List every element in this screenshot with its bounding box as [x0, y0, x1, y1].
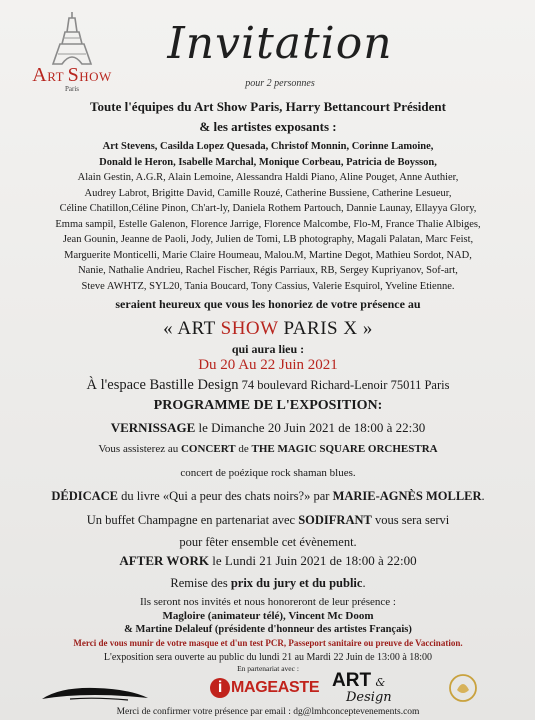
artist-line: Emma sampil, Estelle Galenon, Florence Jarrige, Florence Malcombe, Flo-M, France Thalie Albiges, [55, 218, 481, 230]
artist-list [18, 139, 518, 294]
invite-line: seraient heureux que vous les honoriez de votre présence au [115, 297, 421, 311]
footer-email-link[interactable]: dg@lmhconceptevenements.com [293, 707, 420, 717]
art-design-logo: ART & Design [332, 670, 392, 705]
imageaste-i-icon: i [210, 678, 230, 698]
logo-wordmark: ART SHOW [32, 64, 112, 86]
artist-line: Jean Gounin, Jeanne de Paoli, Jody, Julien de Tomi, LB photography, Magali Palatan, Marc Feist, [62, 234, 474, 245]
logo-city: Paris [65, 85, 79, 93]
artist-line: Alain Gestin, A.G.R, Alain Lemoine, Alessandra Haldi Piano, Aline Pouget, Anne Authier, [77, 172, 459, 183]
partners-label: En partenariat avec : [237, 664, 299, 673]
concert-line: Vous assisterez au CONCERT de THE MAGIC SQUARE ORCHESTRA [98, 443, 438, 455]
dedicace-line: DÉDICACE du livre «Qui a peur des chats noirs?» par MARIE-AGNÈS MOLLER. [51, 489, 485, 503]
programme-heading: PROGRAMME DE L'EXPOSITION: [153, 398, 383, 413]
guests-line-3: & Martine Delaleuf (présidente d'honneur des artistes Français) [124, 624, 412, 635]
vernissage-line: VERNISSAGE le Dimanche 20 Juin 2021 de 18:00 à 22:30 [110, 420, 426, 435]
buffet-line: Un buffet Champagne en partenariat avec SODIFRANT vous sera servi [86, 513, 450, 527]
intro-line-1: Toute l'équipes du Art Show Paris, Harry Bettancourt Président [90, 99, 446, 114]
show-title: « ART SHOW PARIS X » [163, 318, 373, 339]
footer-text: Merci de confirmer votre présence par email : [116, 707, 294, 717]
intro-line-2: & les artistes exposants : [199, 119, 337, 134]
venue-address: 74 boulevard Richard-Lenoir 75011 Paris [238, 378, 450, 392]
artist-line: Marguerite Monticelli, Marie Claire Houmeau, Malou.M, Martine Degot, Mathieu Sordot, NAD, [64, 249, 472, 261]
artist-line: Audrey Labrot, Brigitte David, Camille Rouzé, Catherine Bussiene, Catherine Lesueur, [84, 187, 452, 199]
artist-line: Céline Chatillon,Céline Pinon, Ch'art-ly, Daniela Rothem Partouch, Dannie Launay, Ellayya Glory, [59, 203, 477, 214]
eiffel-tower-icon [49, 10, 95, 66]
artist-line: Steve AWHTZ, SYL20, Tania Boucard, Tony Cassius, Valerie Esquirol, Yveline Etienne. [81, 280, 455, 292]
footer-confirmation [18, 707, 518, 717]
opening-hours: L'exposition sera ouverte au public du lundi 21 au Mardi 22 Juin de 13:00 à 18:00 [103, 652, 433, 663]
afterwork-line: AFTER WORK le Lundi 21 Juin 2021 de 18:00 à 22:00 [119, 553, 417, 568]
partner-logos [40, 670, 510, 706]
imageaste-logo: i MAGEASTE [210, 678, 319, 698]
location-intro: qui aura lieu : [231, 342, 305, 356]
artist-line: Art Stevens, Casilda Lopez Quesada, Christof Monnin, Corinne Lamoine, [102, 141, 434, 152]
artist-line: Donald le Heron, Isabelle Marchal, Monique Corbeau, Patricia de Boysson, [99, 156, 437, 168]
art-show-logo [22, 10, 122, 93]
page-subtitle: pour 2 personnes [245, 78, 315, 89]
concert-description: concert de poézique rock shaman blues. [180, 467, 356, 479]
gold-emblem-icon [448, 672, 478, 704]
venue-line [18, 377, 518, 394]
prix-line: Remise des prix du jury et du public. [170, 576, 366, 590]
guests-line-1: Ils seront nos invités et nous honoreront de leur présence : [140, 596, 396, 608]
buffet-line-2: pour fêter ensemble cet évènement. [179, 535, 357, 549]
page-title: Invitation [167, 18, 393, 69]
event-dates: Du 20 Au 22 Juin 2021 [198, 357, 338, 373]
venue-name: À l'espace Bastille Design [86, 377, 239, 393]
artist-line: Nanie, Nathalie Andrieu, Rachel Fischer, Régis Parriaux, RB, Sergey Kupriyanov, Sof-art, [78, 265, 458, 276]
sanitary-notice: Merci de vous munir de votre masque et d'un test PCR, Passeport sanitaire ou preuve de Vaccination. [73, 638, 463, 648]
guests-line-2: Magloire (animateur télé), Vincent Mc Doom [162, 610, 374, 622]
car-logo-icon [40, 684, 150, 704]
